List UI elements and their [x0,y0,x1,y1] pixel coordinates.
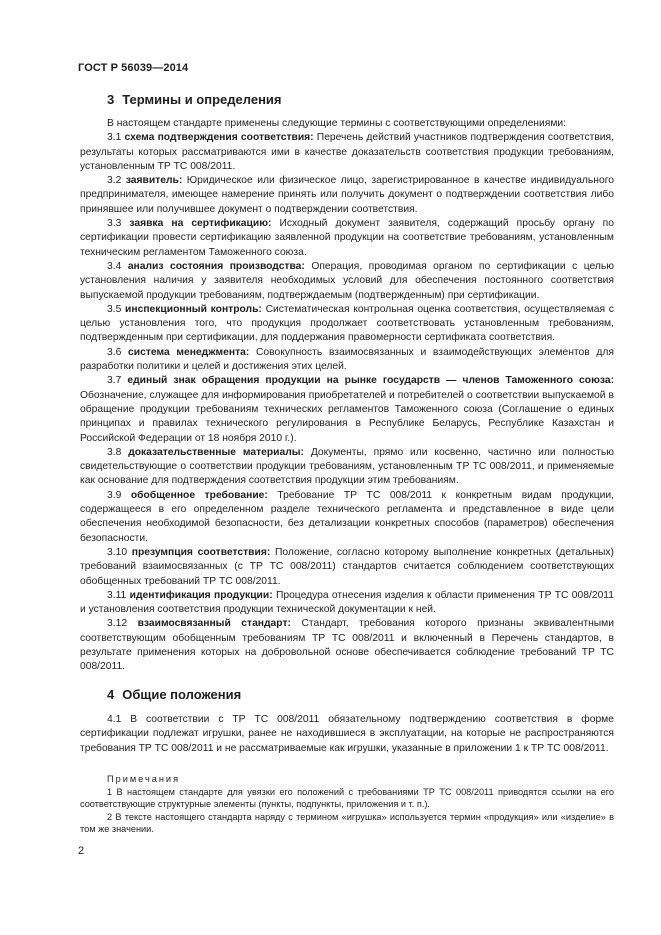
term-definition: Исходный документ заявителя, содержащий просьбу органу по сертификации провести сертификацию заявленной продукции на соответствие требованиям, установленным техническим регламентом Таможенного союза. [80,218,614,258]
term-definition: Процедура отнесения изделия к области применения ТР ТС 008/2011 и установления соответствия продукции технической документации к ней. [80,589,614,616]
term-definition: Документы, прямо или косвенно, частично или полностью свидетельствующие о соответствии продукции требованиям, установленным ТР ТС 008/2011, и применяемые как основание для подтверждения соответствия продукции этим требованиям. [80,446,614,487]
term-entry [80,489,614,546]
term-entry [80,174,614,217]
section-4-number: 4 [107,687,115,702]
term-number: 3.4 [107,260,122,272]
term-entry [80,346,614,375]
notes-title: Примечания [107,774,181,784]
term-definition: Обозначение, служащее для информирования приобретателей и потребителей о соответствии выпускаемой в обращение продукции требованиям технических регламентов Таможенного союза (Соглашение о единых принципах и правилах технического регулирования в Республике Беларусь, Республике Казахстан и Российской Федерации от 18 ноября 2010 г.). [80,389,614,444]
term-definition: Стандарт, требования которого признаны эквивалентными соответствующим обобщенным требованиям ТР ТС 008/2011 и включенный в Перечень стандартов, в результате применения которых на добровольной основе обеспечивается соблюдение требований ТР ТС 008/2011. [80,618,614,673]
term-definition: Требование ТР ТС 008/2011 к конкретным видам продукции, содержащееся в его определенном разделе технического регламента и представленное в виде цели обеспечения необходимой безопасности, без детализации конкретных способов (параметров) обеспечения безопасности. [80,489,614,544]
document-header: ГОСТ Р 56039—2014 [78,62,189,74]
term-entry [80,374,614,445]
term-definition: Совокупность взаимосвязанных и взаимодействующих элементов для разработки политики и целей и достижения этих целей. [80,346,614,373]
term-entry [80,546,614,589]
term-number: 3.6 [107,346,122,358]
term-name: заявка на сертификацию: [129,218,272,230]
section-3-title: Термины и определения [122,92,282,107]
term-entry [80,446,614,489]
term-name: идентификация продукции: [129,589,273,601]
term-number: 3.8 [107,446,122,458]
term-name: обобщенное требование: [130,489,268,501]
term-name: инспекционный контроль: [125,303,262,315]
term-number: 3.12 [107,618,128,630]
term-number: 3.10 [107,546,128,558]
terms-list [80,131,614,674]
notes-block [80,773,614,836]
clause-4-1: 4.1 В соответствии с ТР ТС 008/2011 обязательному подтверждению соответствия в форме сертификации подлежат игрушки, ранее не находившиеся в эксплуатации, на которые не распространяются требования ТР ТС 008/2011 и не рассматриваемые как игрушки, указанные в приложении 1 к ТР ТС 008/2011. [80,714,614,754]
term-number: 3.2 [107,175,122,187]
term-definition: Положение, согласно которому выполнение конкретных (детальных) требований взаимосвязанных (с ТР ТС 008/2011) стандартов считается соблюдением соответствующих обобщенных требований ТР ТС 008/2011. [80,546,614,587]
term-definition: Операция, проводимая органом по сертификации с целью установления наличия у заявителя необходимых условий для обеспечения постоянного соответствия выпускаемой продукции требованиям, подтверждаемым (подтвержденным) при сертификации. [80,260,614,301]
section-3-intro: В настоящем стандарте применены следующие термины с соответствующими определениями: [107,118,567,129]
term-number: 3.9 [107,489,122,501]
term-definition: Систематическая контрольная оценка соответствия, осуществляемая с целью установления того, что продукция продолжает соответствовать установленным требованиям, подтвержденным при сертификации, для поддержания правомерности сертификата соответствия. [80,303,614,344]
note-2: 2 В тексте настоящего стандарта наряду с термином «игрушка» используется термин «продукция» или «изделие» в том же значении. [80,811,614,835]
term-name: доказательственные материалы: [128,446,304,458]
term-definition: Юридическое или физическое лицо, зарегистрированное в качестве индивидуального предпринимателя, имеющее намерение принять или получить документ о подтверждении соответствия либо принявшее или получившее документ о подтверждении соответствия. [80,175,614,215]
term-number: 3.1 [107,132,122,144]
term-entry [80,131,614,174]
term-number: 3.11 [107,589,127,601]
term-entry [80,217,614,260]
note-1: 1 В настоящем стандарте для увязки его положений с требованиями ТР ТС 008/2011 приводятся ссылки на его соответствующие структурные элементы (пункты, подпункты, приложения и т. п.). [80,786,614,810]
term-name: система менеджмента: [128,346,250,358]
section-3-heading [107,92,282,107]
term-entry [80,617,614,674]
page-number: 2 [78,845,85,857]
term-name: взаимосвязанный стандарт: [137,618,291,630]
section-4-heading [107,687,241,702]
term-entry [80,589,614,618]
term-definition: Перечень действий участников подтверждения соответствия, результаты которых рассматриваются ими в качестве доказательств соответствия продукции требованиям, установленным ТР ТС 008/2011. [80,132,614,172]
term-number: 3.3 [107,218,122,230]
section-3-number: 3 [107,92,115,107]
term-name: единый знак обращения продукции на рынке государств — членов Таможенного союза: [127,375,614,387]
section-4-title: Общие положения [122,687,242,702]
term-name: анализ состояния производства: [127,260,305,272]
section-4-body [80,713,614,756]
term-entry [80,303,614,346]
term-number: 3.5 [107,303,122,315]
section-3-body [80,117,614,675]
term-name: заявитель: [125,175,183,187]
term-number: 3.7 [107,375,122,387]
term-name: презумпция соответствия: [131,546,271,558]
term-name: схема подтверждения соответствия: [124,132,314,144]
term-entry [80,260,614,303]
